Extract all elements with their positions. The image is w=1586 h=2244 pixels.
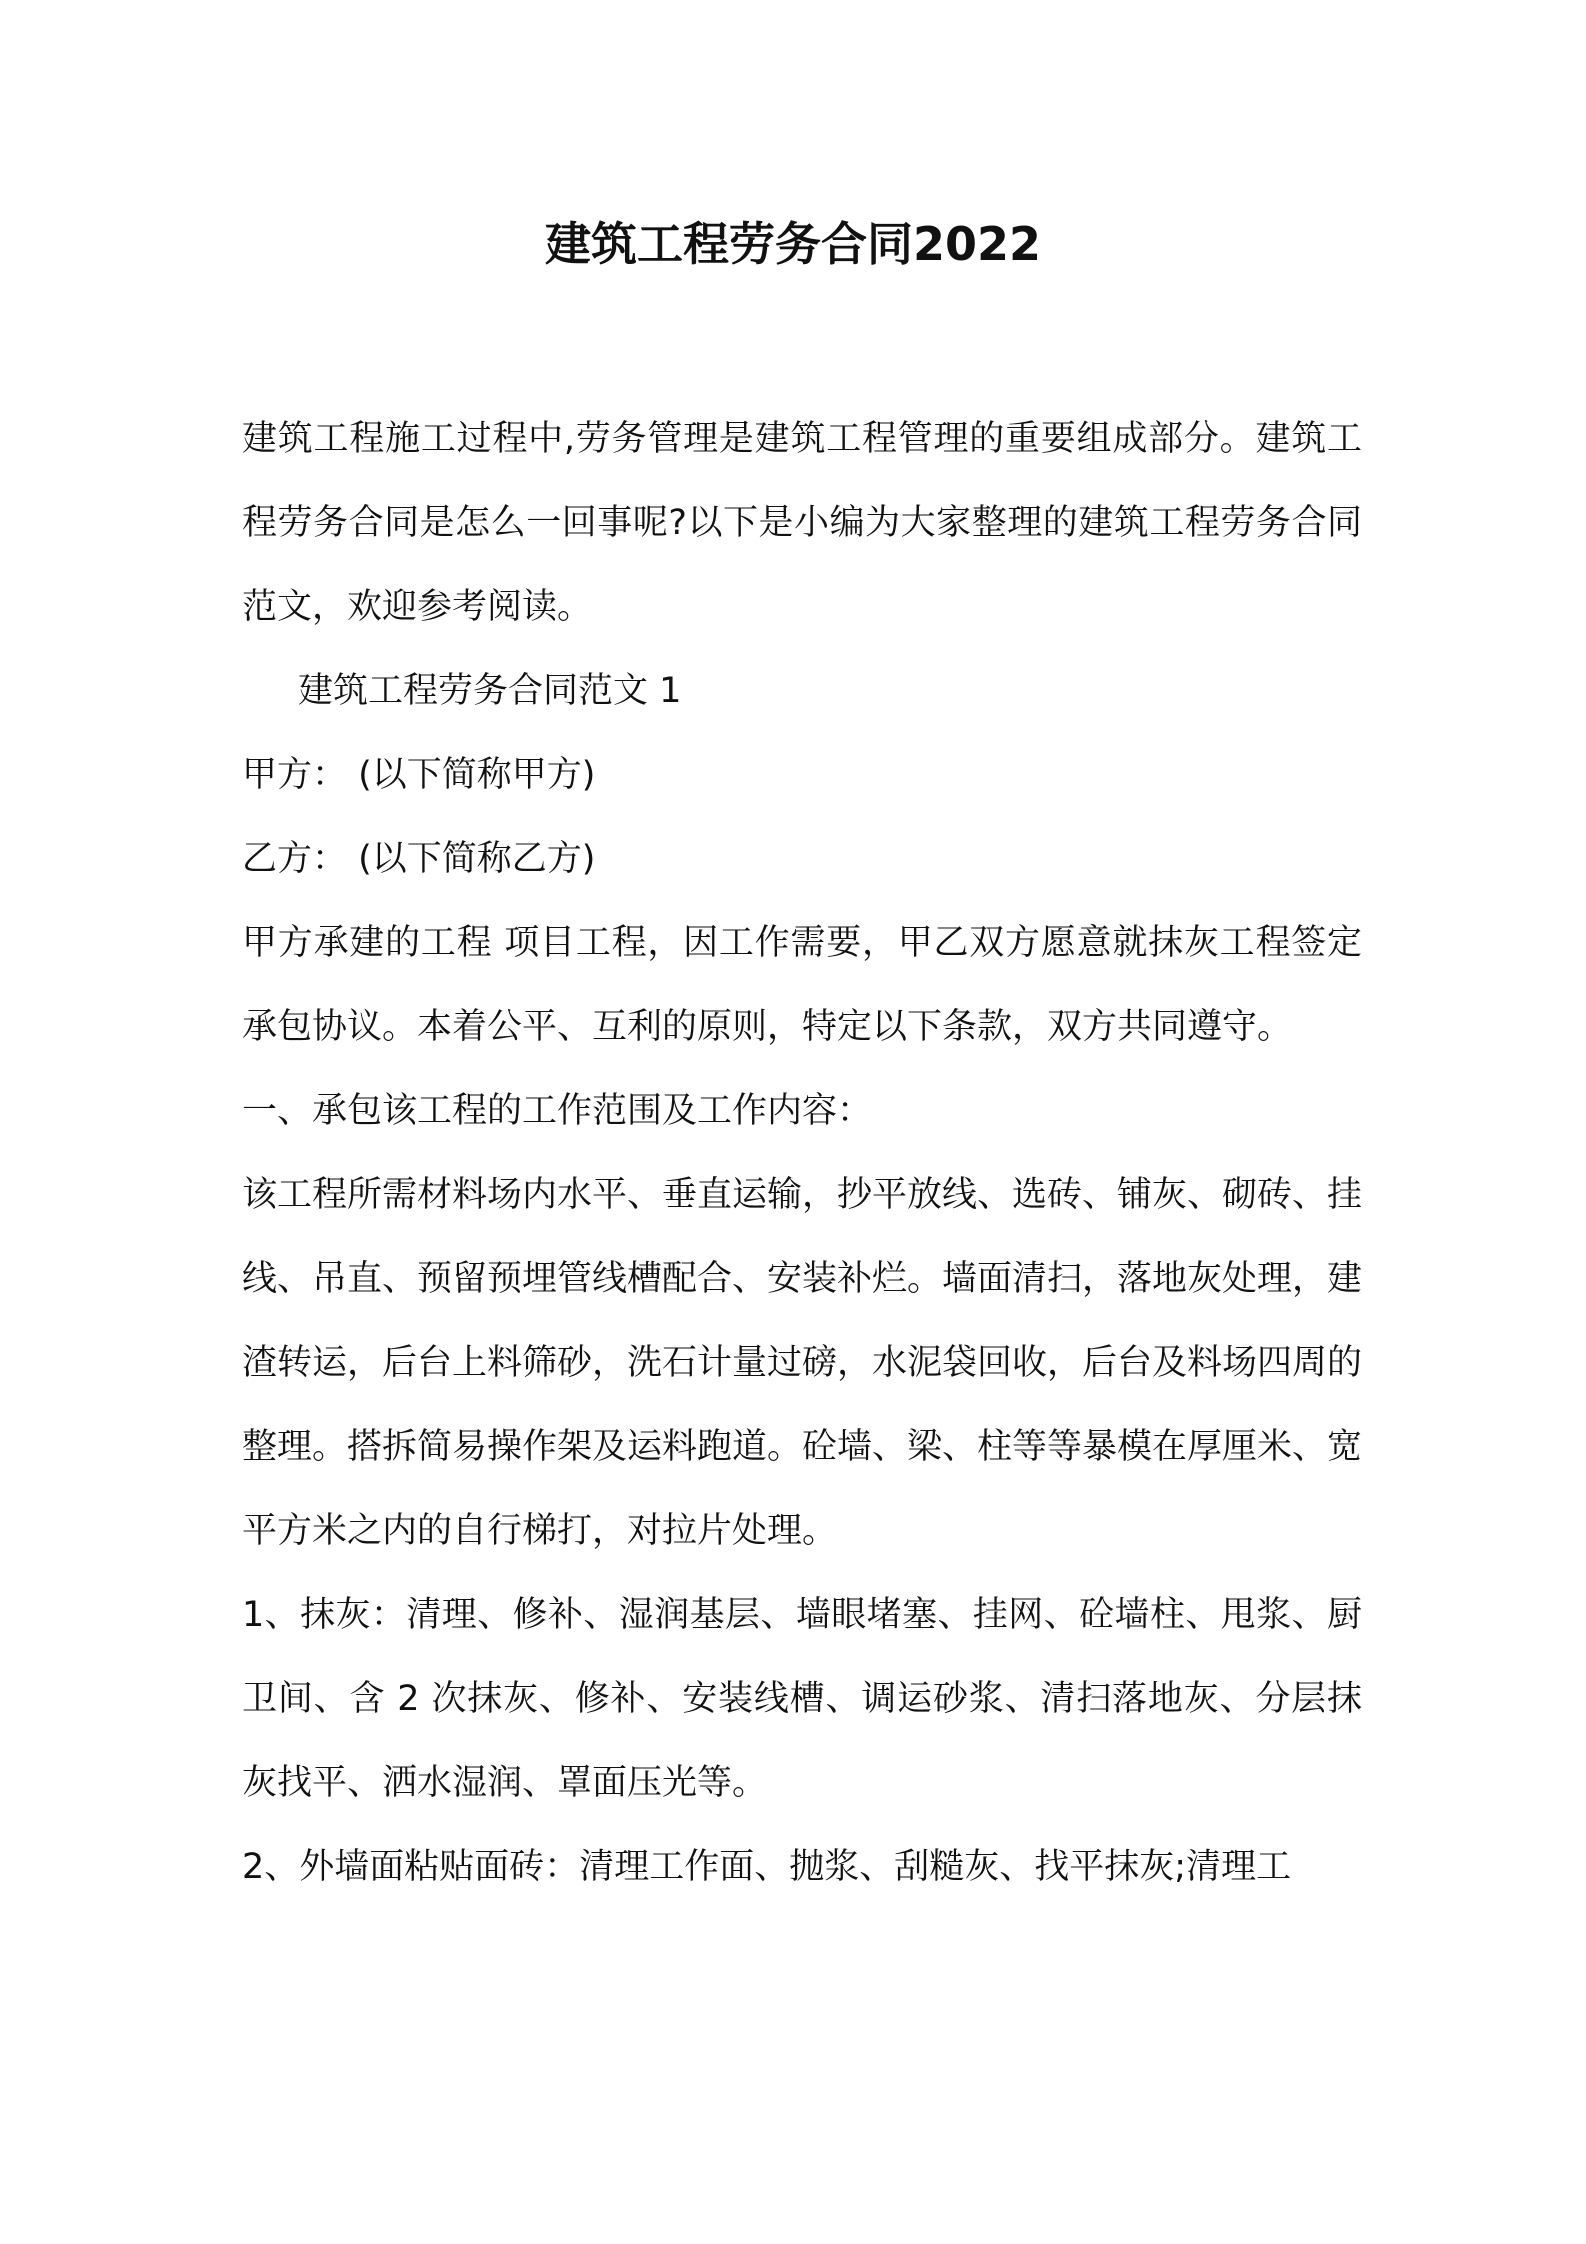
section-heading: 建筑工程劳务合同范文 1 [298, 671, 682, 711]
tiling-paragraph: 2、外墙面粘贴面砖：清理工作面、抛浆、刮糙灰、找平抹灰;清理工 [242, 1847, 1292, 1887]
document-title: 建筑工程劳务合同2022 [544, 217, 1042, 271]
clause-heading-1: 一、承包该工程的工作范围及工作内容： [242, 1091, 873, 1131]
plastering-paragraph: 1、抹灰：清理、修补、湿润基层、墙眼堵塞、挂网、砼墙柱、甩浆、厨卫间、含 2 次抹灰、修补、安装线槽、调运砂浆、清扫落地灰、分层抹灰找平、洒水湿润、罩面压光等。 [242, 1595, 1362, 1803]
agreement-paragraph: 甲方承建的工程 项目工程，因工作需要，甲乙双方愿意就抹灰工程签定承包协议。本着公平、互利的原则，特定以下条款，双方共同遵守。 [242, 923, 1362, 1047]
party-a-line: 甲方： (以下简称甲方) [242, 755, 596, 795]
scope-paragraph: 该工程所需材料场内水平、垂直运输，抄平放线、选砖、铺灰、砌砖、挂线、吊直、预留预埋管线槽配合、安装补烂。墙面清扫，落地灰处理，建渣转运，后台上料筛砂，洗石计量过磅，水泥袋回收，后台及料场四周的整理。搭拆简易操作架及运料跑道。砼墙、梁、柱等等暴模在厚厘米、宽平方米之内的自行梯打，对拉片处理。 [242, 1175, 1363, 1551]
intro-paragraph: 建筑工程施工过程中,劳务管理是建筑工程管理的重要组成部分。建筑工程劳务合同是怎么一回事呢?以下是小编为大家整理的建筑工程劳务合同范文，欢迎参考阅读。 [242, 419, 1362, 627]
document-body [242, 397, 1362, 1909]
party-b-line: 乙方： (以下简称乙方) [242, 839, 596, 879]
